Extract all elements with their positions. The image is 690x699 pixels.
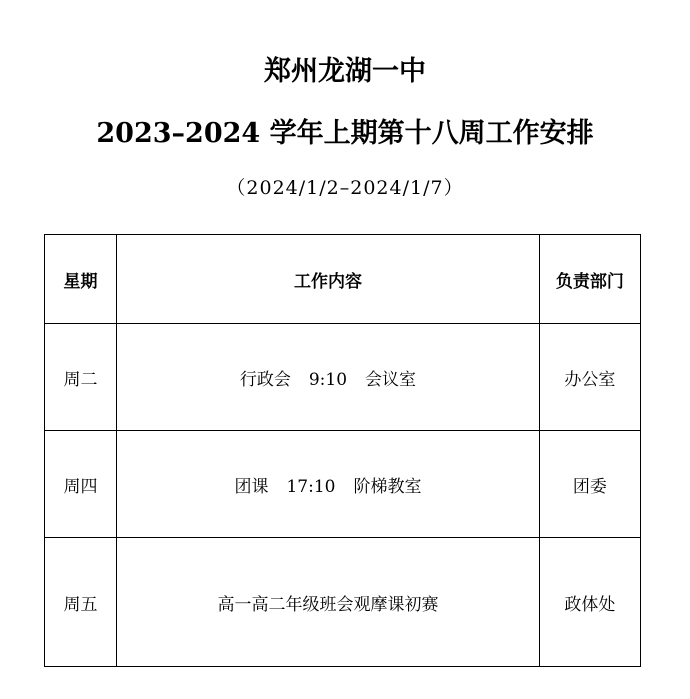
table-row	[45, 538, 641, 667]
content-place: 阶梯教室	[353, 476, 422, 497]
date-range: （2024/1/2–2024/1/7）	[226, 177, 464, 199]
column-header-content: 工作内容	[117, 235, 540, 324]
cell-day: 周二	[45, 324, 117, 431]
cell-content: 高一高二年级班会观摩课初赛	[117, 538, 540, 667]
cell-content	[117, 431, 540, 538]
cell-department: 团委	[539, 431, 640, 538]
cell-day: 周四	[45, 431, 117, 538]
content-time: 9:10	[308, 369, 348, 390]
cell-department: 政体处	[539, 538, 640, 667]
cell-department: 办公室	[539, 324, 640, 431]
schedule-table	[44, 234, 641, 667]
school-name: 郑州龙湖一中	[264, 56, 426, 87]
content-time: 17:10	[286, 476, 336, 497]
content-event: 团课	[234, 476, 269, 497]
content-event: 行政会	[239, 369, 291, 390]
content-place: 会议室	[365, 369, 417, 390]
table-row	[45, 431, 641, 538]
document-title: 2023–2024 学年上期第十八周工作安排	[96, 118, 594, 149]
column-header-day: 星期	[45, 235, 117, 324]
cell-content	[117, 324, 540, 431]
cell-day: 周五	[45, 538, 117, 667]
table-header-row	[45, 235, 641, 324]
table-row	[45, 324, 641, 431]
column-header-department: 负责部门	[539, 235, 640, 324]
